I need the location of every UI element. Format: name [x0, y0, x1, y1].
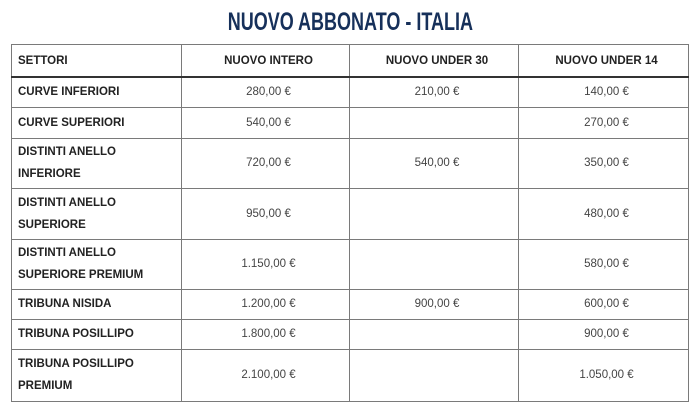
price-under30-cell [350, 107, 519, 138]
price-under14-cell: 480,00 € [519, 188, 689, 239]
price-under30-cell: 210,00 € [350, 77, 519, 107]
table-row [12, 239, 689, 289]
price-under14-cell: 140,00 € [519, 77, 689, 107]
price-under30-cell: 540,00 € [350, 138, 519, 188]
sector-cell: DISTINTI ANELLO SUPERIORE [12, 188, 182, 239]
table-row [12, 319, 689, 349]
price-under30-cell [350, 319, 519, 349]
header-nuovo-under-30: NUOVO UNDER 30 [350, 45, 519, 78]
price-table [11, 44, 689, 402]
header-settori: SETTORI [12, 45, 182, 78]
price-under14-cell: 580,00 € [519, 239, 689, 289]
sector-cell: TRIBUNA NISIDA [12, 289, 182, 319]
price-intero-cell: 1.150,00 € [182, 239, 350, 289]
sector-cell: CURVE INFERIORI [12, 77, 182, 107]
price-intero-cell: 720,00 € [182, 138, 350, 188]
price-under14-cell: 600,00 € [519, 289, 689, 319]
price-intero-cell: 540,00 € [182, 107, 350, 138]
price-intero-cell: 280,00 € [182, 77, 350, 107]
table-row [12, 349, 689, 401]
price-under30-cell: 900,00 € [350, 289, 519, 319]
table-row [12, 107, 689, 138]
table-row [12, 289, 689, 319]
table-row [12, 77, 689, 107]
price-intero-cell: 1.200,00 € [182, 289, 350, 319]
table-header-row [12, 45, 689, 78]
sector-cell: DISTINTI ANELLO INFERIORE [12, 138, 182, 188]
price-under14-cell: 270,00 € [519, 107, 689, 138]
header-nuovo-intero: NUOVO INTERO [182, 45, 350, 78]
sector-cell: CURVE SUPERIORI [12, 107, 182, 138]
page-title [0, 8, 700, 37]
price-under30-cell [350, 188, 519, 239]
price-under14-cell: 1.050,00 € [519, 349, 689, 401]
price-intero-cell: 950,00 € [182, 188, 350, 239]
table-row [12, 188, 689, 239]
price-under14-cell: 900,00 € [519, 319, 689, 349]
sector-cell: TRIBUNA POSILLIPO [12, 319, 182, 349]
sector-cell: DISTINTI ANELLO SUPERIORE PREMIUM [12, 239, 182, 289]
sector-cell: TRIBUNA POSILLIPO PREMIUM [12, 349, 182, 401]
price-under14-cell: 350,00 € [519, 138, 689, 188]
price-intero-cell: 2.100,00 € [182, 349, 350, 401]
price-under30-cell [350, 349, 519, 401]
header-nuovo-under-14: NUOVO UNDER 14 [519, 45, 689, 78]
table-row [12, 138, 689, 188]
price-under30-cell [350, 239, 519, 289]
title-text: NUOVO ABBONATO - ITALIA [227, 8, 473, 36]
price-intero-cell: 1.800,00 € [182, 319, 350, 349]
